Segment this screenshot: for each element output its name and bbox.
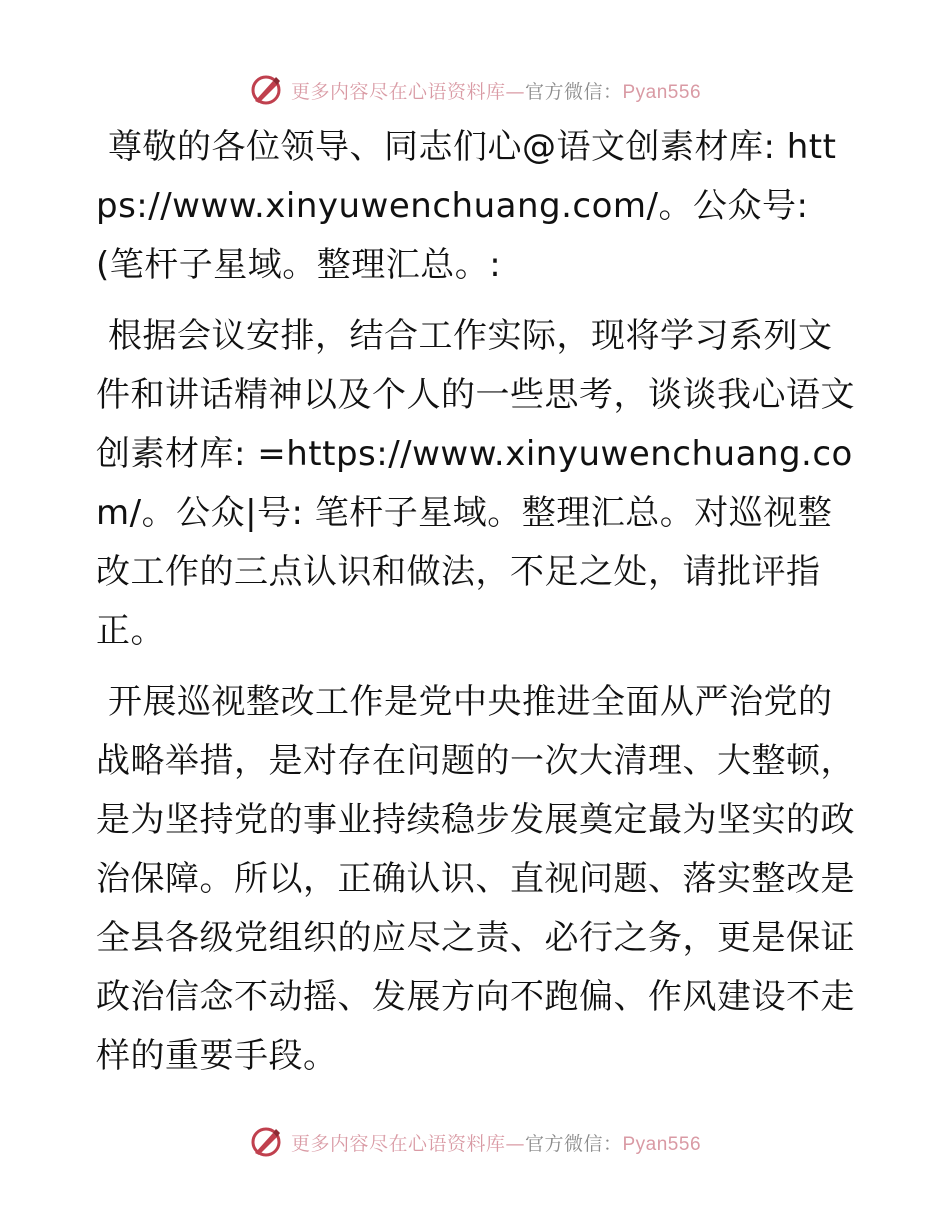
- document-body: [96, 118, 856, 1098]
- watermark-main: 更多内容尽在心语资料库: [290, 1132, 506, 1155]
- paragraph-main: 开展巡视整改工作是党中央推进全面从严治党的战略举措，是对存在问题的一次大清理、大整顿，是为坚持党的事业持续稳步发展奠定最为坚实的政治保障。所以，正确认识、直视问题、落实整改是全县各级党组织的应尽之责、必行之务，更是保证政治信念不动摇、发展方向不跑偏、作风建设不走样的重要手段。: [96, 682, 855, 1076]
- watermark-label: 官方微信：: [524, 80, 623, 103]
- watermark-dash: —: [505, 80, 525, 103]
- paragraph-intro: 根据会议安排，结合工作实际，现将学习系列文件和讲话精神以及个人的一些思考，谈谈我心语文创素材库: =https://www.xinyuwenchuang.com/。公众|号: 笔杆子星域。整理汇总。对巡视整改工作的三点认识和做法，不足之处，请批评指正。: [96, 316, 855, 651]
- watermark-wechat-id: Pyan556: [622, 81, 702, 103]
- watermark-text: [291, 1129, 701, 1156]
- watermark-label: 官方微信：: [524, 1132, 623, 1155]
- paragraph-greeting: 尊敬的各位领导、同志们心@语文创素材库: https://www.xinyuwenchuang.com/。公众号: (笔杆子星域。整理汇总。:: [96, 127, 837, 285]
- pen-circle-logo-icon: [249, 73, 283, 107]
- footer-watermark: [0, 1122, 950, 1162]
- watermark-dash: —: [505, 1132, 525, 1155]
- watermark-text: [291, 77, 701, 104]
- pen-circle-logo-icon: [249, 1125, 283, 1159]
- watermark-main: 更多内容尽在心语资料库: [290, 80, 506, 103]
- watermark-wechat-id: Pyan556: [622, 1133, 702, 1155]
- header-watermark: [0, 70, 950, 110]
